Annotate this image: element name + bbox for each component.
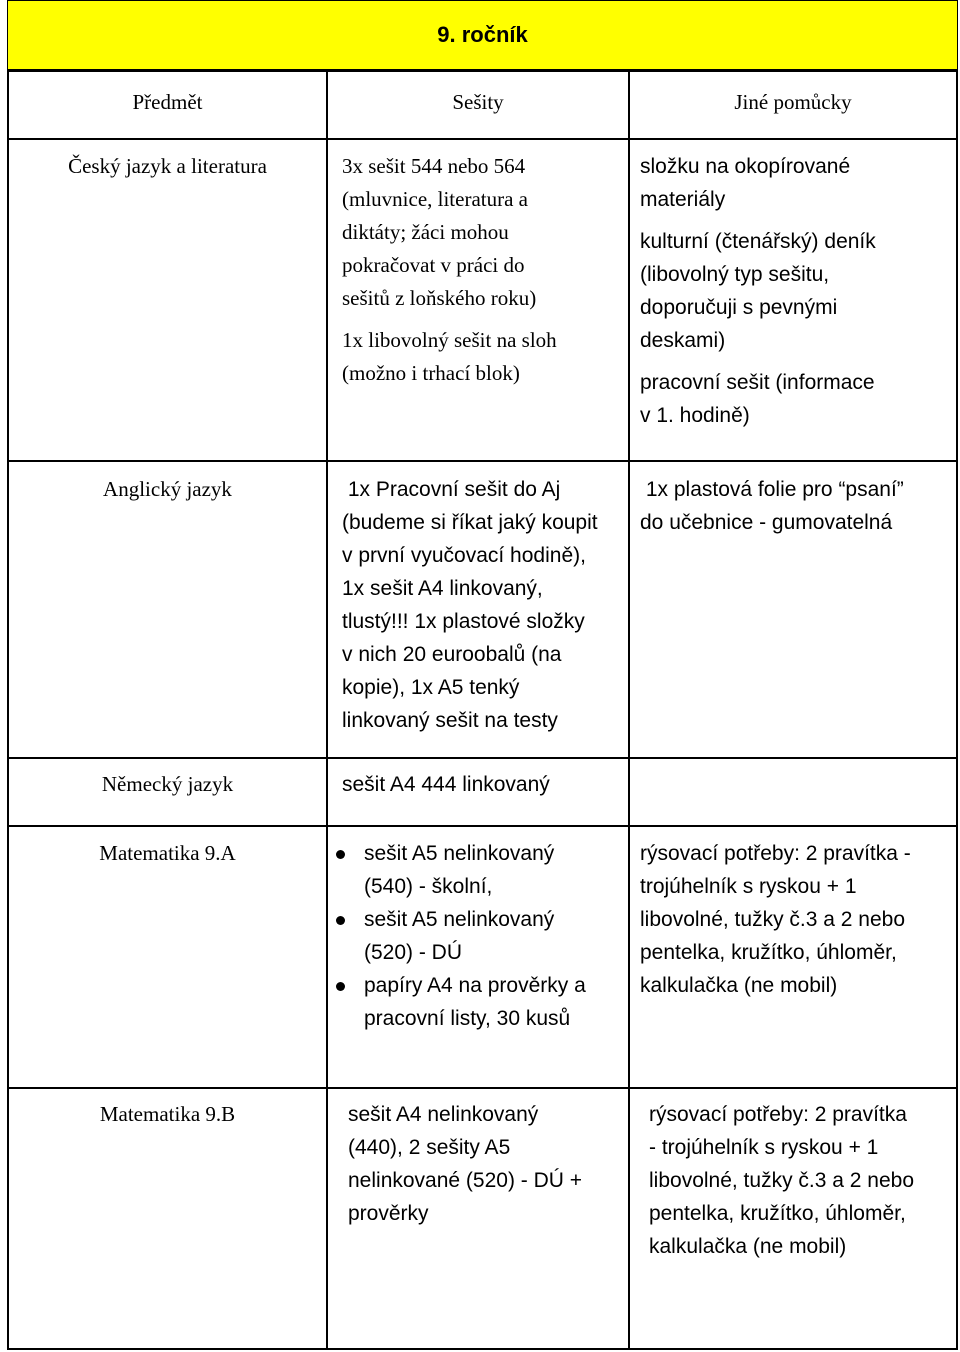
other-cell <box>628 1087 958 1350</box>
notebooks-cell <box>326 757 628 825</box>
other-line: rýsovací potřeby: 2 pravítka - <box>640 842 911 865</box>
notebooks-line: 1x libovolný sešit na sloh <box>342 328 557 352</box>
other-line: kalkulačka (ne mobil) <box>640 974 838 997</box>
subject-cell: Český jazyk a literatura <box>7 138 326 460</box>
notebooks-cell <box>326 460 628 757</box>
other-cell <box>628 138 958 460</box>
other-line: libovolné, tužky č.3 a 2 nebo <box>640 908 906 931</box>
notebooks-line: diktáty; žáci mohou <box>342 220 509 244</box>
other-line: doporučuji s pevnými <box>640 296 838 319</box>
other-cell <box>628 460 958 757</box>
header-notebooks: Sešity <box>326 70 628 138</box>
notebooks-line: pokračovat v práci do <box>342 253 525 277</box>
notebooks-line: 3x sešit 544 nebo 564 <box>342 154 526 178</box>
header-other: Jiné pomůcky <box>628 70 958 138</box>
other-line: pentelka, kružítko, úhloměr, <box>649 1202 906 1225</box>
table-row <box>7 825 958 1087</box>
other-line: pentelka, kružítko, úhloměr, <box>640 941 897 964</box>
notebooks-cell <box>326 138 628 460</box>
other-line: kulturní (čtenářský) deník <box>640 230 876 253</box>
notebooks-line: 1x Pracovní sešit do Aj <box>342 478 561 501</box>
notebooks-line: kopie), 1x A5 tenký <box>342 676 520 699</box>
subject-cell: Anglický jazyk <box>7 460 326 757</box>
table-row <box>7 757 958 825</box>
notebooks-line: prověrky <box>348 1202 429 1225</box>
other-line: libovolné, tužky č.3 a 2 nebo <box>649 1169 915 1192</box>
notebooks-line: sešitů z loňského roku) <box>342 286 537 310</box>
subject-cell: Matematika 9.B <box>7 1087 326 1350</box>
other-line: do učebnice - gumovatelná <box>640 511 893 534</box>
other-line: deskami) <box>640 329 726 352</box>
bullet-icon <box>336 982 345 991</box>
notebooks-line: 1x sešit A4 linkovaný, <box>342 577 543 600</box>
other-line: (libovolný typ sešitu, <box>640 263 830 286</box>
table-title: 9. ročník <box>7 0 958 70</box>
notebooks-line: nelinkované (520) - DÚ + <box>348 1169 583 1192</box>
other-line: pracovní sešit (informace <box>640 371 875 394</box>
subject-cell: Matematika 9.A <box>7 825 326 1087</box>
other-line: - trojúhelník s ryskou + 1 <box>649 1136 879 1159</box>
notebooks-line: sešit A4 444 linkovaný <box>342 773 550 796</box>
notebooks-line: (možno i trhací blok) <box>342 361 520 385</box>
notebooks-line: tlustý!!! 1x plastové složky <box>342 610 585 633</box>
notebooks-line: sešit A4 nelinkovaný <box>348 1103 539 1126</box>
notebooks-cell <box>326 1087 628 1350</box>
table-row <box>7 1087 958 1350</box>
table-row <box>7 460 958 757</box>
notebooks-line: v nich 20 euroobalů (na <box>342 643 562 666</box>
header-row <box>7 70 958 138</box>
notebooks-line: (budeme si říkat jaký koupit <box>342 511 598 534</box>
notebooks-list <box>334 837 628 1035</box>
bullet-icon <box>336 850 345 859</box>
table-row <box>7 138 958 460</box>
header-subject: Předmět <box>7 70 326 138</box>
notebooks-line: linkovaný sešit na testy <box>342 709 558 732</box>
other-line: materiály <box>640 188 726 211</box>
other-line: trojúhelník s ryskou + 1 <box>640 875 857 898</box>
bullet-icon <box>336 916 345 925</box>
subject-cell: Německý jazyk <box>7 757 326 825</box>
other-line: v 1. hodině) <box>640 404 750 427</box>
list-item: papíry A4 na prověrky a pracovní listy, 30 kusů <box>334 969 628 1035</box>
notebooks-line: (440), 2 sešity A5 <box>348 1136 511 1159</box>
other-cell <box>628 825 958 1087</box>
other-line: složku na okopírované <box>640 155 851 178</box>
notebooks-line: (mluvnice, literatura a <box>342 187 528 211</box>
other-line: 1x plastová folie pro “psaní” <box>640 478 904 501</box>
notebooks-line: v první vyučovací hodině), <box>342 544 586 567</box>
supplies-table <box>7 0 960 1352</box>
list-item: sešit A5 nelinkovaný (520) - DÚ <box>334 903 628 969</box>
other-line: kalkulačka (ne mobil) <box>649 1235 847 1258</box>
other-line: rýsovací potřeby: 2 pravítka <box>649 1103 907 1126</box>
other-cell <box>628 757 958 825</box>
list-item: sešit A5 nelinkovaný (540) - školní, <box>334 837 628 903</box>
notebooks-cell <box>326 825 628 1087</box>
